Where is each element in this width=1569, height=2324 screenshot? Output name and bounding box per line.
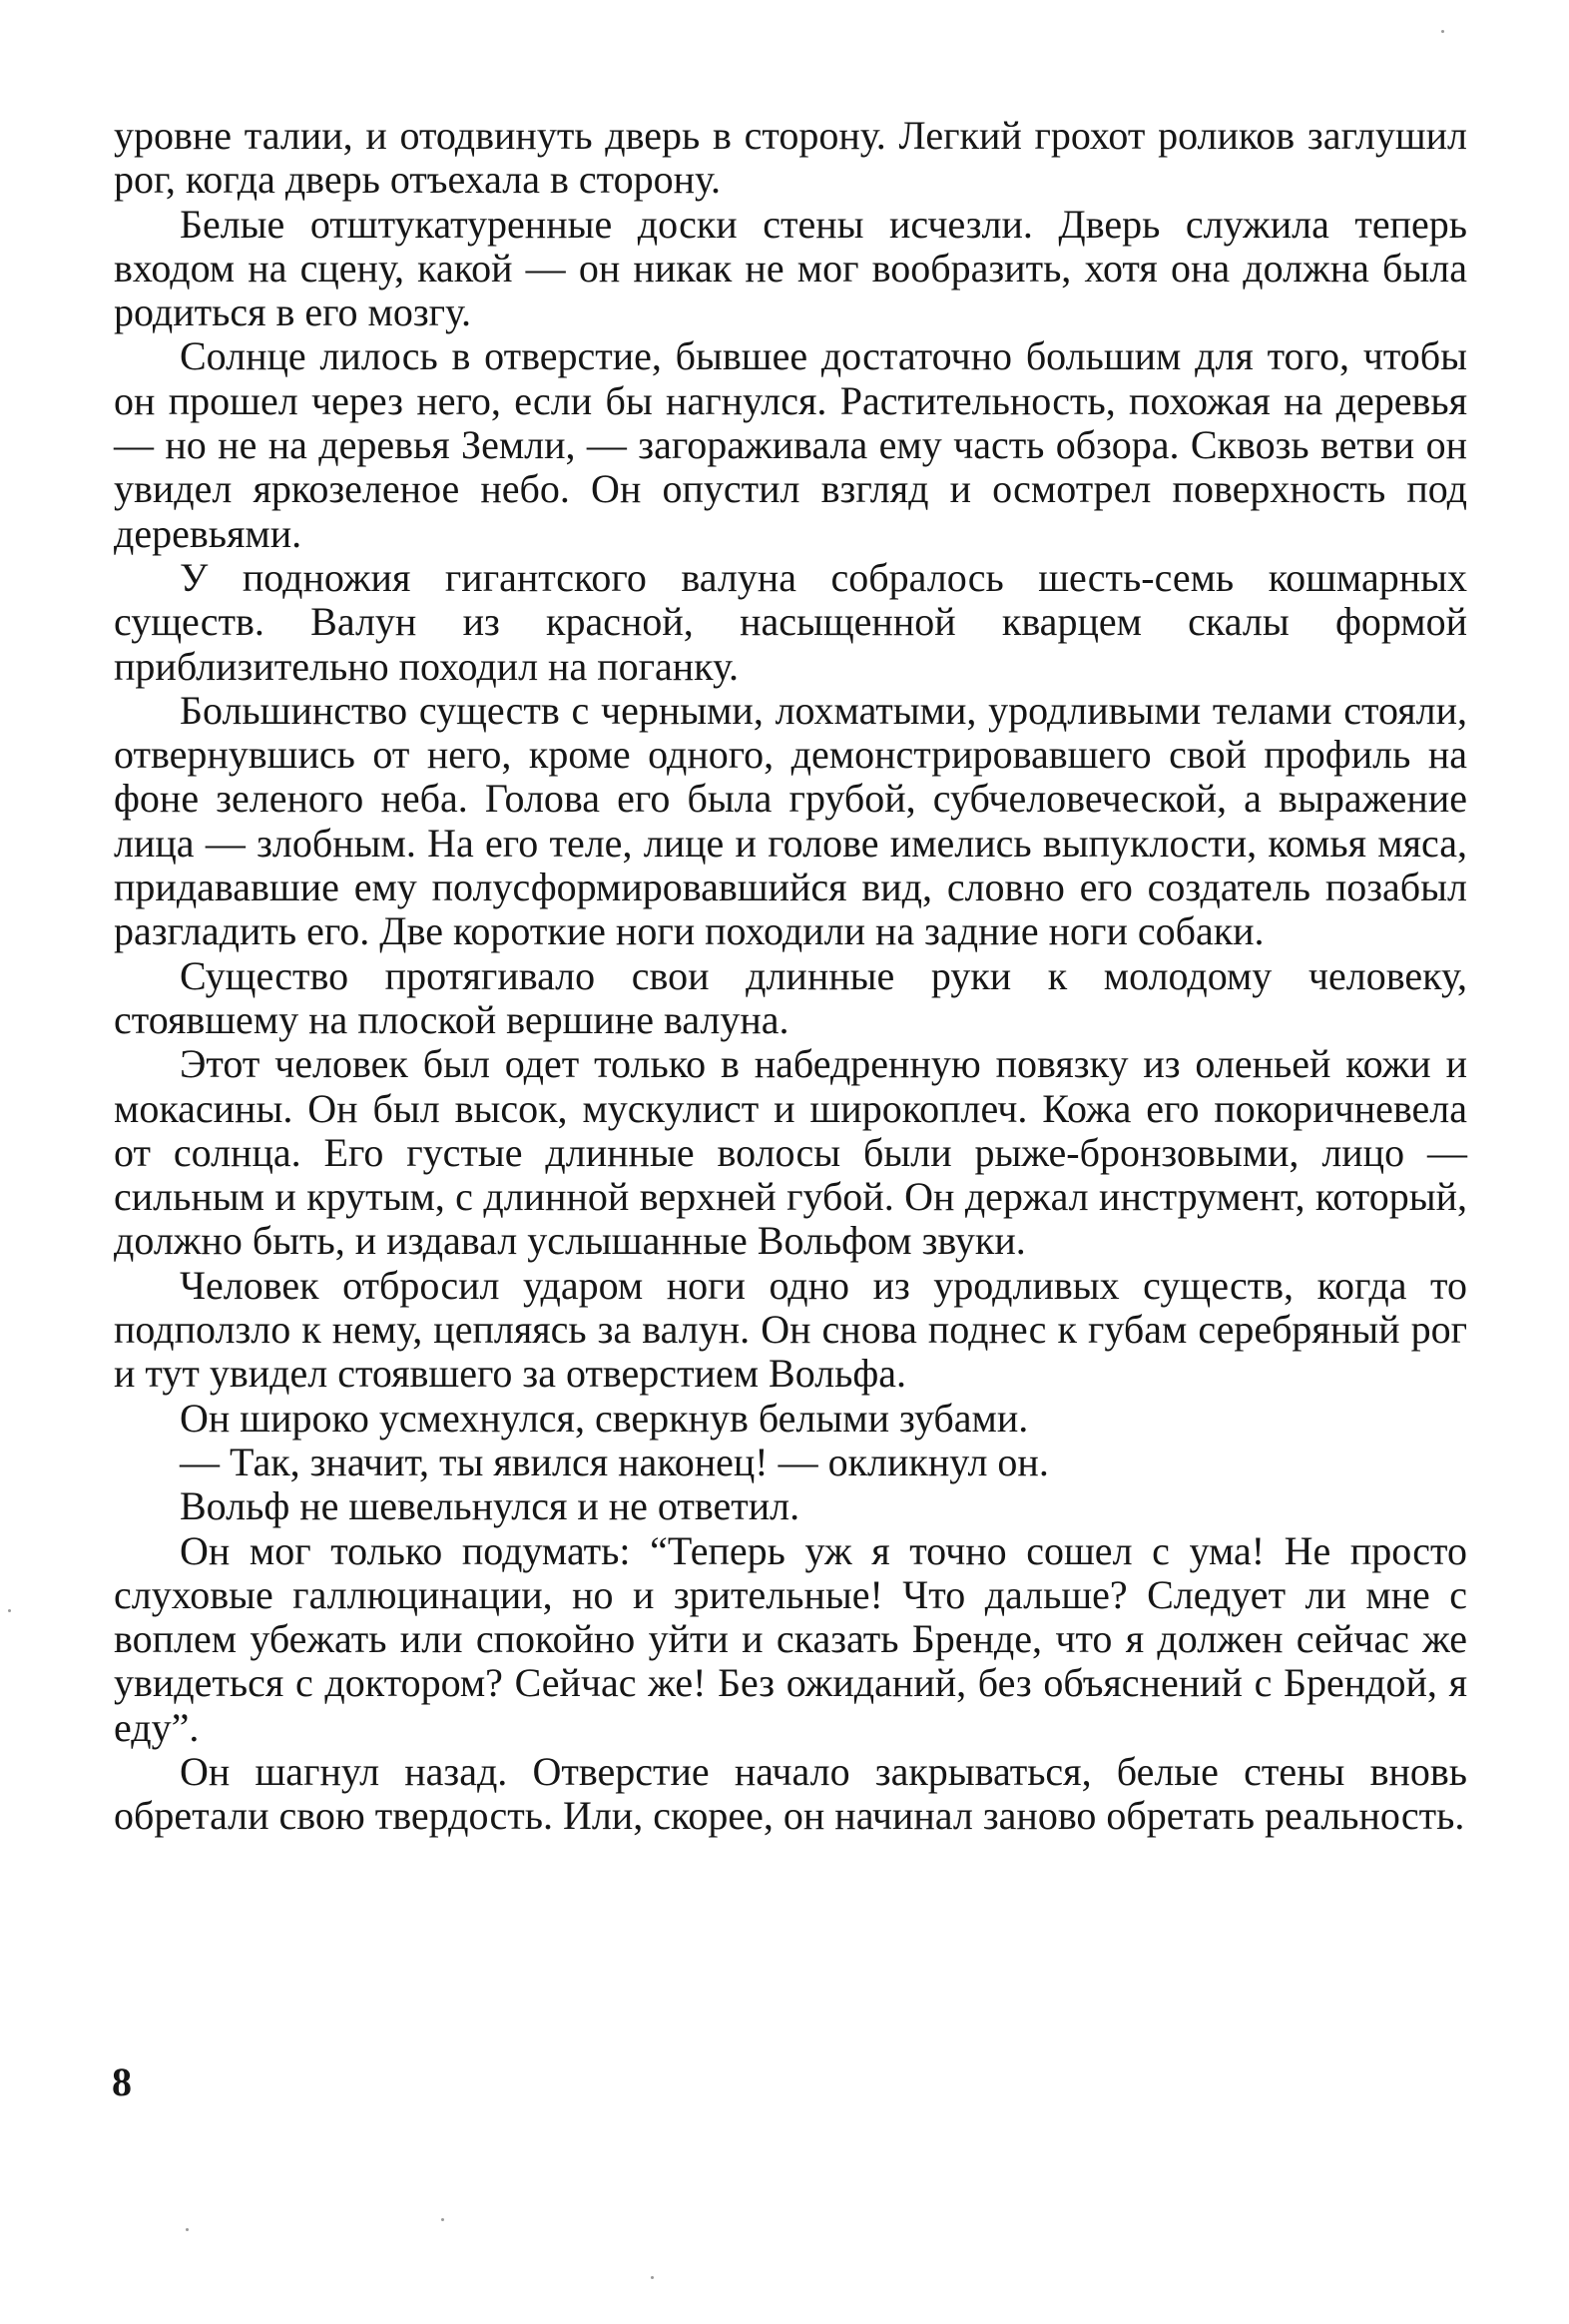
paragraph-4: У подножия гигантского валуна собралось шесть-семь кошмарных существ. Валун из красной, насыщенной кварцем скалы формой приблизительно походил на поганку. — [114, 554, 1467, 689]
paragraph-2: Белые отштукатуренные доски стены исчезли. Дверь служила теперь входом на сцену, какой — он никак не мог вообразить, хотя она должна была родиться в его мозгу. — [114, 201, 1467, 335]
page-number: 8 — [112, 2059, 132, 2104]
paragraph-1: уровне талии, и отодвинуть дверь в сторону. Легкий грохот роликов заглушил рог, когда дверь отъехала в сторону. — [114, 113, 1467, 203]
paragraph-10: — Так, значит, ты явился наконец! — окликнул он. — [180, 1439, 1049, 1484]
paragraph-11: Вольф не шевельнулся и не ответил. — [180, 1483, 800, 1529]
scan-speck — [651, 2276, 654, 2279]
paragraph-7: Этот человек был одет только в набедренную повязку из оленьей кожи и мокасины. Он был высок, мускулист и широкоплеч. Кожа его покоричневела от солнца. Его густые длинные волосы были рыже-бронзовыми, лицо — сильным и крутым, с длинной верхней губой. Он держал инструмент, который, должно быть, и издавал услышанные Вольфом звуки. — [114, 1041, 1467, 1264]
paragraph-6: Существо протягивало свои длинные руки к молодому человеку, стоявшему на плоской вершине валуна. — [114, 952, 1467, 1042]
paragraph-12: Он мог только подумать: “Теперь уж я точно сошел с ума! Не просто слуховые галлюцинации, но и зрительные! Что дальше? Следует ли мне с воплем убежать или спокойно уйти и сказать Бренде, что я должен сейчас же увидеться с доктором? Сейчас же! Без ожиданий, без объяснений с Брендой, я еду”. — [114, 1527, 1467, 1750]
scan-speck — [8, 1609, 11, 1612]
scan-speck — [186, 2228, 189, 2231]
page-text — [114, 114, 1467, 1839]
scan-speck — [1441, 30, 1444, 33]
paragraph-3: Солнце лилось в отверстие, бывшее достаточно большим для того, чтобы он прошел через него, если бы нагнулся. Растительность, похожая на деревья — но не на деревья Земли, — загораживала ему часть обзора. Сквозь ветви он увидел яркозеленое небо. Он опустил взгляд и осмотрел поверхность под деревьями. — [114, 333, 1467, 556]
paragraph-5: Большинство существ с черными, лохматыми, уродливыми телами стояли, отвернувшись от него, кроме одного, демонстрировавшего свой профиль на фоне зеленого неба. Голова его была грубой, субчеловеческой, а выражение лица — злобным. На его теле, лице и голове имелись выпуклости, комья мяса, придававшие ему полусформировавшийся вид, словно его создатель позабыл разгладить его. Две короткие ноги походили на задние ноги собаки. — [114, 687, 1467, 954]
scan-speck — [441, 2218, 444, 2221]
paragraph-9: Он широко усмехнулся, сверкнув белыми зубами. — [180, 1395, 1029, 1441]
paragraph-8: Человек отбросил ударом ноги одно из уродливых существ, когда то подползло к нему, цепляясь за валун. Он снова поднес к губам серебряный рог и тут увидел стоявшего за отверстием Вольфа. — [114, 1262, 1467, 1397]
paragraph-13: Он шагнул назад. Отверстие начало закрываться, белые стены вновь обретали свою твердость. Или, скорее, он начинал заново обретать реальность. — [114, 1748, 1467, 1839]
